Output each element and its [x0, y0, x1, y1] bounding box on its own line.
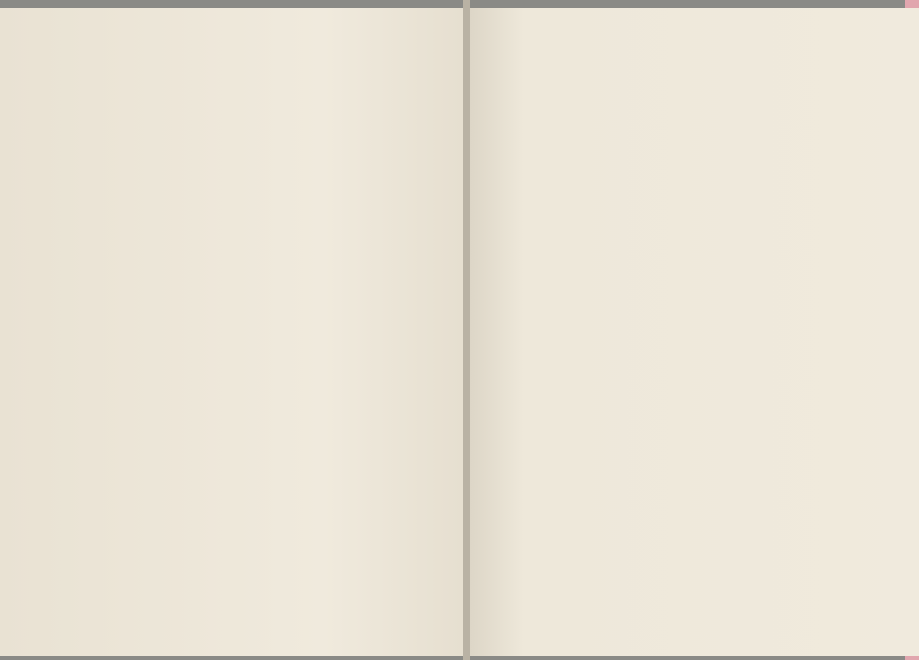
left-page: [0, 8, 463, 656]
book-gutter: [463, 0, 470, 660]
right-page: [470, 8, 919, 656]
